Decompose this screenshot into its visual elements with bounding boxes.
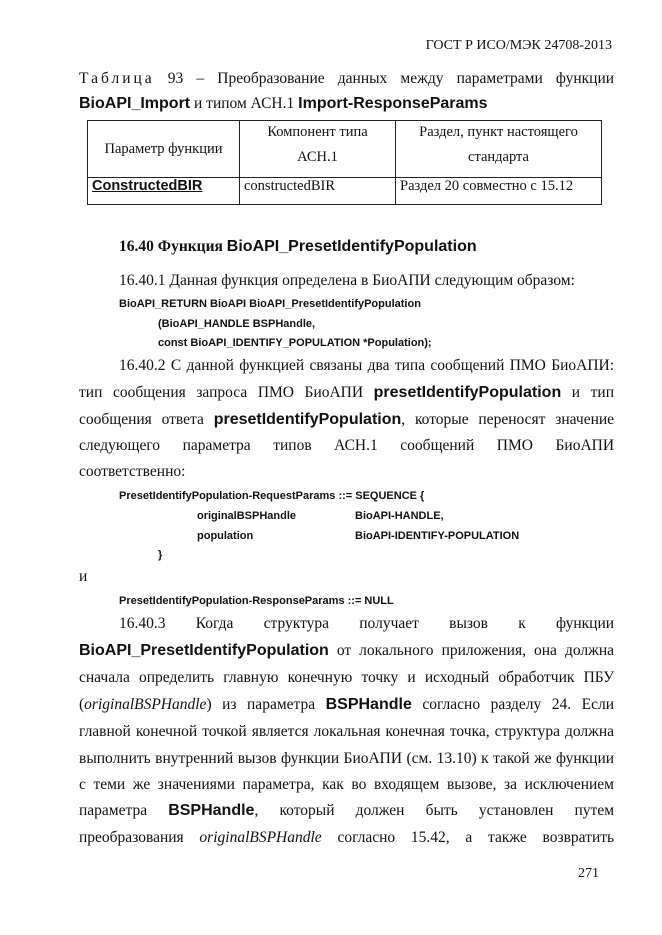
cell-component: constructedBIR	[240, 178, 396, 205]
header-section: Раздел, пункт настоящего стандарта	[396, 121, 602, 178]
paragraph-16-40-3-line: выполнить внутренний вызов функции БиоАПИ (см. 13.10) к такой же функции	[79, 750, 615, 767]
paragraph-16-40-3-line: 16.40.3 Когда структура получает вызов к функции	[119, 615, 615, 632]
running-header: ГОСТ Р ИСО/МЭК 24708-2013	[425, 38, 612, 53]
code-line: PresetIdentifyPopulation-RequestParams ::= SEQUENCE {	[119, 490, 425, 502]
code-line: }	[158, 549, 163, 561]
paragraph-16-40-1: 16.40.1 Данная функция определена в БиоАПИ следующим образом:	[119, 272, 575, 289]
code-line: const BioAPI_IDENTIFY_POPULATION *Population);	[158, 337, 432, 349]
paragraph-16-40-3-line: BioAPI_PresetIdentifyPopulation от локального приложения, она должна	[79, 642, 615, 659]
header-param: Параметр функции	[88, 121, 240, 178]
page-number: 271	[578, 866, 599, 881]
paragraph-16-40-2-line: тип сообщения запроса ПМО БиоАПИ presetIdentifyPopulation и тип	[79, 384, 615, 401]
conjunction: и	[79, 568, 88, 585]
paragraph-16-40-3-line: главной конечной точкой является локальная конечная точка, структура должна	[79, 723, 615, 740]
paragraph-16-40-3-line: (originalBSPHandle) из параметра BSPHandle согласно разделу 24. Если	[79, 696, 615, 713]
table-header-row	[88, 121, 602, 178]
cell-section: Раздел 20 совместно с 15.12	[396, 178, 602, 205]
code-line: BioAPI_RETURN BioAPI BioAPI_PresetIdentifyPopulation	[119, 298, 421, 310]
code-field-name: population	[197, 530, 254, 542]
paragraph-16-40-2-line: 16.40.2 С данной функцией связаны два типа сообщений ПМО БиоАПИ:	[119, 357, 615, 374]
paragraph-16-40-2-line: сообщения ответа presetIdentifyPopulation, которые переносят значение	[79, 411, 615, 428]
table-caption-line1: Таблица 93 – Преобразование данных между параметрами функции	[79, 70, 615, 87]
code-line: (BioAPI_HANDLE BSPHandle,	[158, 318, 316, 330]
paragraph-16-40-3-line: с теми же значениями параметра, как во входящем вызове, за исключением	[79, 776, 614, 793]
paragraph-16-40-2-line: следующего параметра типов АСН.1 сообщений ПМО БиоАПИ	[79, 437, 615, 454]
code-line: PresetIdentifyPopulation-ResponseParams ::= NULL	[119, 595, 394, 607]
paragraph-16-40-3-line: параметра BSPHandle, который должен быть установлен путем	[79, 802, 615, 819]
table-caption-line2: BioAPI_Import и типом АСН.1 Import-ResponseParams	[79, 95, 488, 112]
table-row	[88, 178, 602, 205]
cell-param: ConstructedBIR	[88, 178, 240, 205]
mapping-table	[87, 120, 602, 205]
code-field-name: originalBSPHandle	[197, 510, 297, 522]
section-heading: 16.40 Функция BioAPI_PresetIdentifyPopulation	[119, 238, 477, 255]
paragraph-16-40-3-line: преобразования originalBSPHandle согласно 15.42, а также возвратить	[79, 829, 615, 846]
code-field-type: BioAPI-IDENTIFY-POPULATION	[355, 530, 520, 542]
code-field-type: BioAPI-HANDLE,	[355, 510, 444, 522]
paragraph-16-40-3-line: сначала определить главную конечную точку и исходный обработчик ПБУ	[79, 669, 615, 686]
paragraph-16-40-2-line: соответственно:	[79, 463, 186, 480]
header-component: Компонент типа АСН.1	[240, 121, 396, 178]
